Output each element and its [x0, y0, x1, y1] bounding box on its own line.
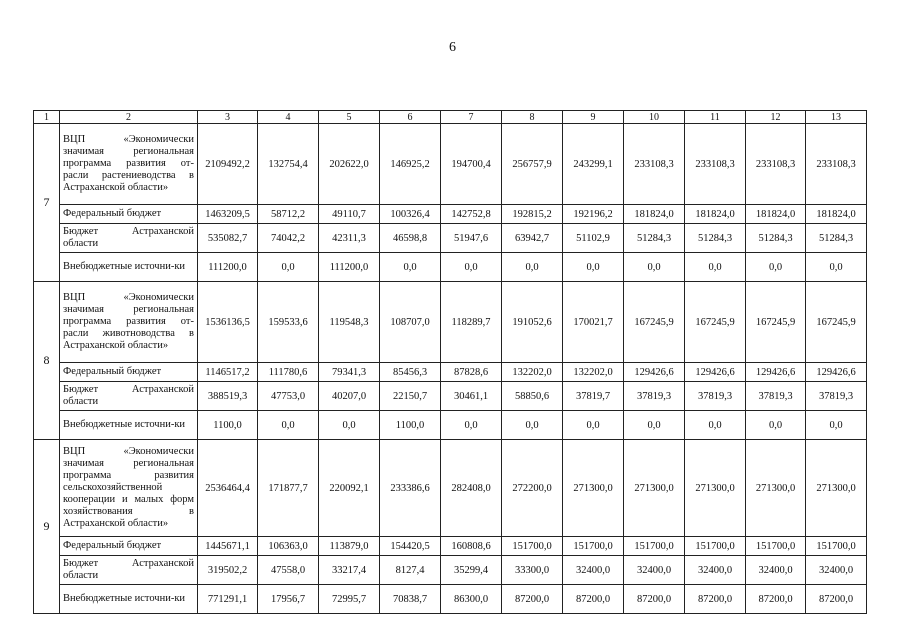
- row-label: Бюджет Астраханской области: [60, 382, 198, 411]
- value-cell: 33300,0: [502, 556, 563, 585]
- value-cell: 129426,6: [806, 363, 867, 382]
- value-cell: 74042,2: [258, 224, 319, 253]
- row-label: ВЦП «Экономически значимая региональная программа развития от-расли животноводства в Астраханской области»: [60, 282, 198, 363]
- row-number: 9: [34, 440, 60, 614]
- value-cell: 181824,0: [685, 205, 746, 224]
- column-header: 1: [34, 111, 60, 124]
- value-cell: 192196,2: [563, 205, 624, 224]
- value-cell: 181824,0: [624, 205, 685, 224]
- row-label: Внебюджетные источни-ки: [60, 253, 198, 282]
- value-cell: 129426,6: [624, 363, 685, 382]
- value-cell: 51947,6: [441, 224, 502, 253]
- value-cell: 167245,9: [746, 282, 806, 363]
- value-cell: 87200,0: [806, 585, 867, 614]
- value-cell: 271300,0: [563, 440, 624, 537]
- table-row: [34, 205, 867, 224]
- value-cell: 1100,0: [380, 411, 441, 440]
- value-cell: 47558,0: [258, 556, 319, 585]
- value-cell: 192815,2: [502, 205, 563, 224]
- value-cell: 233108,3: [685, 124, 746, 205]
- value-cell: 51284,3: [685, 224, 746, 253]
- value-cell: 191052,6: [502, 282, 563, 363]
- value-cell: 181824,0: [746, 205, 806, 224]
- value-cell: 1146517,2: [198, 363, 258, 382]
- value-cell: 22150,7: [380, 382, 441, 411]
- value-cell: 154420,5: [380, 537, 441, 556]
- value-cell: 46598,8: [380, 224, 441, 253]
- value-cell: 111200,0: [319, 253, 380, 282]
- value-cell: 151700,0: [563, 537, 624, 556]
- value-cell: 37819,3: [685, 382, 746, 411]
- value-cell: 132754,4: [258, 124, 319, 205]
- value-cell: 146925,2: [380, 124, 441, 205]
- value-cell: 42311,3: [319, 224, 380, 253]
- column-header: 2: [60, 111, 198, 124]
- value-cell: 8127,4: [380, 556, 441, 585]
- value-cell: 51284,3: [806, 224, 867, 253]
- value-cell: 151700,0: [746, 537, 806, 556]
- value-cell: 233108,3: [746, 124, 806, 205]
- value-cell: 0,0: [441, 411, 502, 440]
- value-cell: 40207,0: [319, 382, 380, 411]
- value-cell: 37819,3: [624, 382, 685, 411]
- table-row: [34, 253, 867, 282]
- value-cell: 37819,3: [746, 382, 806, 411]
- value-cell: 47753,0: [258, 382, 319, 411]
- table-row: [34, 224, 867, 253]
- table-row: [34, 382, 867, 411]
- value-cell: 87828,6: [441, 363, 502, 382]
- table-body: [34, 124, 867, 614]
- value-cell: 256757,9: [502, 124, 563, 205]
- value-cell: 0,0: [441, 253, 502, 282]
- value-cell: 142752,8: [441, 205, 502, 224]
- row-label: Бюджет Астраханской области: [60, 556, 198, 585]
- value-cell: 271300,0: [624, 440, 685, 537]
- column-header: 5: [319, 111, 380, 124]
- value-cell: 51284,3: [746, 224, 806, 253]
- column-header: 13: [806, 111, 867, 124]
- value-cell: 32400,0: [563, 556, 624, 585]
- value-cell: 151700,0: [806, 537, 867, 556]
- row-label: ВЦП «Экономически значимая региональная программа развития от-расли растениеводства в Астраханской области»: [60, 124, 198, 205]
- value-cell: 0,0: [746, 411, 806, 440]
- value-cell: 0,0: [380, 253, 441, 282]
- value-cell: 32400,0: [624, 556, 685, 585]
- value-cell: 129426,6: [685, 363, 746, 382]
- value-cell: 233108,3: [806, 124, 867, 205]
- column-header: 10: [624, 111, 685, 124]
- column-header: 7: [441, 111, 502, 124]
- row-number: 8: [34, 282, 60, 440]
- value-cell: 79341,3: [319, 363, 380, 382]
- value-cell: 58712,2: [258, 205, 319, 224]
- table-row: [34, 556, 867, 585]
- value-cell: 0,0: [502, 253, 563, 282]
- row-label: Бюджет Астраханской области: [60, 224, 198, 253]
- value-cell: 160808,6: [441, 537, 502, 556]
- value-cell: 0,0: [258, 253, 319, 282]
- table-row: [34, 124, 867, 205]
- value-cell: 87200,0: [502, 585, 563, 614]
- value-cell: 1100,0: [198, 411, 258, 440]
- row-label: Внебюджетные источни-ки: [60, 411, 198, 440]
- value-cell: 0,0: [806, 411, 867, 440]
- column-header: 4: [258, 111, 319, 124]
- value-cell: 771291,1: [198, 585, 258, 614]
- value-cell: 282408,0: [441, 440, 502, 537]
- value-cell: 171877,7: [258, 440, 319, 537]
- value-cell: 58850,6: [502, 382, 563, 411]
- value-cell: 0,0: [685, 253, 746, 282]
- value-cell: 194700,4: [441, 124, 502, 205]
- value-cell: 271300,0: [746, 440, 806, 537]
- value-cell: 271300,0: [806, 440, 867, 537]
- value-cell: 108707,0: [380, 282, 441, 363]
- value-cell: 271300,0: [685, 440, 746, 537]
- value-cell: 118289,7: [441, 282, 502, 363]
- value-cell: 30461,1: [441, 382, 502, 411]
- value-cell: 51102,9: [563, 224, 624, 253]
- value-cell: 49110,7: [319, 205, 380, 224]
- column-header: 3: [198, 111, 258, 124]
- value-cell: 111200,0: [198, 253, 258, 282]
- value-cell: 0,0: [563, 411, 624, 440]
- value-cell: 37819,3: [806, 382, 867, 411]
- value-cell: 85456,3: [380, 363, 441, 382]
- value-cell: 1445671,1: [198, 537, 258, 556]
- value-cell: 0,0: [319, 411, 380, 440]
- value-cell: 0,0: [746, 253, 806, 282]
- row-label: Федеральный бюджет: [60, 363, 198, 382]
- table-row: [34, 585, 867, 614]
- value-cell: 106363,0: [258, 537, 319, 556]
- value-cell: 0,0: [563, 253, 624, 282]
- value-cell: 87200,0: [563, 585, 624, 614]
- value-cell: 111780,6: [258, 363, 319, 382]
- column-header: 6: [380, 111, 441, 124]
- value-cell: 220092,1: [319, 440, 380, 537]
- value-cell: 243299,1: [563, 124, 624, 205]
- value-cell: 32400,0: [806, 556, 867, 585]
- value-cell: 388519,3: [198, 382, 258, 411]
- value-cell: 32400,0: [685, 556, 746, 585]
- value-cell: 0,0: [258, 411, 319, 440]
- value-cell: 151700,0: [624, 537, 685, 556]
- value-cell: 87200,0: [624, 585, 685, 614]
- value-cell: 272200,0: [502, 440, 563, 537]
- table-row: [34, 363, 867, 382]
- row-label: Федеральный бюджет: [60, 205, 198, 224]
- row-number: 7: [34, 124, 60, 282]
- value-cell: 319502,2: [198, 556, 258, 585]
- value-cell: 72995,7: [319, 585, 380, 614]
- value-cell: 202622,0: [319, 124, 380, 205]
- value-cell: 151700,0: [685, 537, 746, 556]
- value-cell: 2109492,2: [198, 124, 258, 205]
- header-row: [34, 111, 867, 124]
- value-cell: 151700,0: [502, 537, 563, 556]
- value-cell: 132202,0: [563, 363, 624, 382]
- row-label: Внебюджетные источни-ки: [60, 585, 198, 614]
- value-cell: 35299,4: [441, 556, 502, 585]
- value-cell: 113879,0: [319, 537, 380, 556]
- value-cell: 0,0: [624, 253, 685, 282]
- column-header: 11: [685, 111, 746, 124]
- budget-table: [33, 110, 867, 614]
- page-number: 6: [449, 40, 456, 55]
- value-cell: 86300,0: [441, 585, 502, 614]
- value-cell: 0,0: [685, 411, 746, 440]
- value-cell: 2536464,4: [198, 440, 258, 537]
- value-cell: 159533,6: [258, 282, 319, 363]
- table-row: [34, 282, 867, 363]
- value-cell: 87200,0: [746, 585, 806, 614]
- value-cell: 129426,6: [746, 363, 806, 382]
- value-cell: 100326,4: [380, 205, 441, 224]
- table-row: [34, 537, 867, 556]
- column-header: 9: [563, 111, 624, 124]
- value-cell: 32400,0: [746, 556, 806, 585]
- value-cell: 1536136,5: [198, 282, 258, 363]
- value-cell: 37819,7: [563, 382, 624, 411]
- table-row: [34, 411, 867, 440]
- value-cell: 170021,7: [563, 282, 624, 363]
- value-cell: 181824,0: [806, 205, 867, 224]
- value-cell: 535082,7: [198, 224, 258, 253]
- value-cell: 167245,9: [624, 282, 685, 363]
- value-cell: 63942,7: [502, 224, 563, 253]
- column-header: 12: [746, 111, 806, 124]
- value-cell: 0,0: [502, 411, 563, 440]
- value-cell: 233108,3: [624, 124, 685, 205]
- value-cell: 87200,0: [685, 585, 746, 614]
- value-cell: 167245,9: [685, 282, 746, 363]
- value-cell: 132202,0: [502, 363, 563, 382]
- value-cell: 51284,3: [624, 224, 685, 253]
- value-cell: 17956,7: [258, 585, 319, 614]
- row-label: Федеральный бюджет: [60, 537, 198, 556]
- value-cell: 70838,7: [380, 585, 441, 614]
- value-cell: 119548,3: [319, 282, 380, 363]
- value-cell: 233386,6: [380, 440, 441, 537]
- value-cell: 0,0: [624, 411, 685, 440]
- value-cell: 167245,9: [806, 282, 867, 363]
- column-header: 8: [502, 111, 563, 124]
- value-cell: 0,0: [806, 253, 867, 282]
- value-cell: 33217,4: [319, 556, 380, 585]
- value-cell: 1463209,5: [198, 205, 258, 224]
- table-row: [34, 440, 867, 537]
- row-label: ВЦП «Экономически значимая региональная программа развития сельскохозяйственной кооперации и малых форм хозяйствования в Астраханской области»: [60, 440, 198, 537]
